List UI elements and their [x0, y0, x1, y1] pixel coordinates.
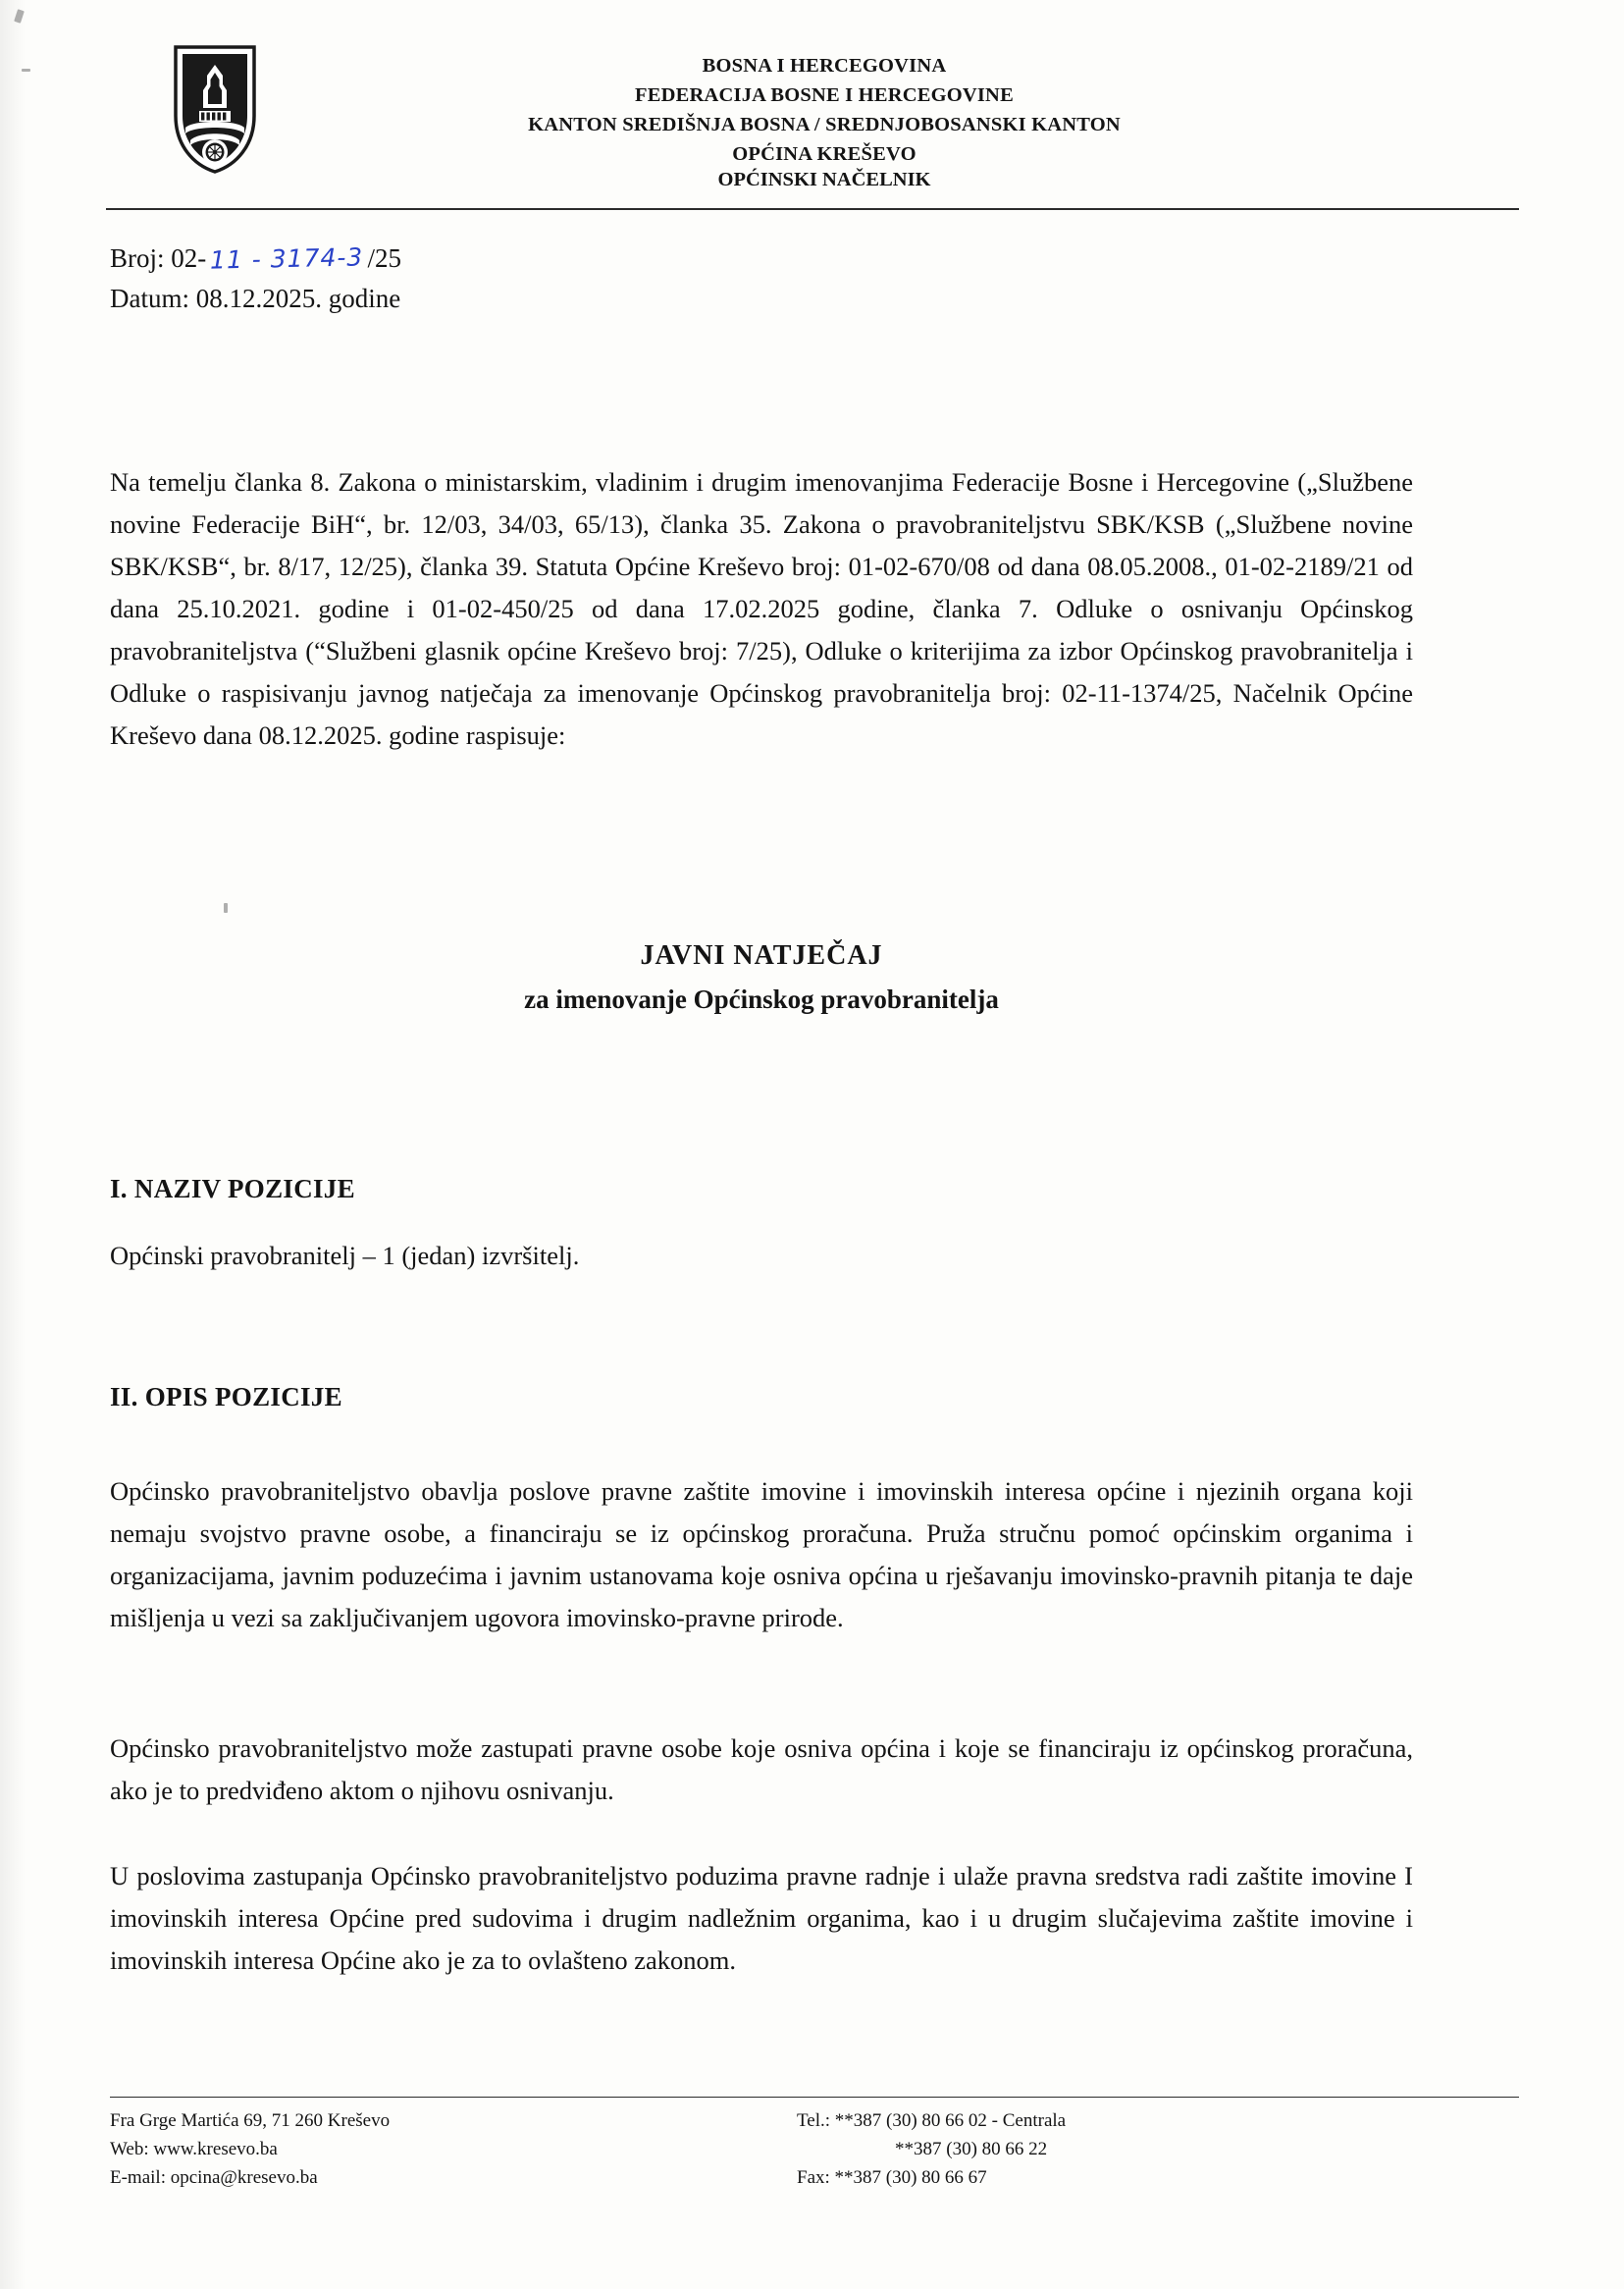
office-title: OPĆINSKI NAČELNIK — [717, 169, 931, 190]
footer-email[interactable]: E-mail: opcina@kresevo.ba — [110, 2167, 318, 2188]
document-title-block — [110, 934, 1413, 1021]
org-line-canton: KANTON SREDIŠNJA BOSNA / SREDNJOBOSANSKI KANTON — [528, 114, 1121, 135]
scan-speck — [224, 903, 228, 913]
footer-telephone: Tel.: **387 (30) 80 66 02 - Centrala — [797, 2110, 1067, 2131]
preamble-block — [110, 461, 1413, 757]
section-body-naziv-pozicije — [110, 1235, 1413, 1277]
org-line-country: BOSNA I HERCEGOVINA — [702, 55, 947, 77]
footer-fax: Fax: **387 (30) 80 66 67 — [797, 2167, 987, 2188]
header-divider — [106, 208, 1519, 210]
section-paragraph: Općinsko pravobraniteljstvo može zastupati pravne osobe koje osniva općina i koje se financiraju iz općinskog proračuna, ako je to predviđeno aktom o njihovu osnivanju. — [110, 1733, 1413, 1805]
scan-speck — [14, 9, 25, 24]
section-body-opis-p3 — [110, 1855, 1413, 1982]
broj-year-suffix: /25 — [367, 243, 402, 273]
section-heading-opis-pozicije: II. OPIS POZICIJE — [110, 1382, 342, 1411]
coat-of-arms-icon — [172, 43, 258, 176]
footer-contact-left — [110, 2106, 390, 2192]
section-paragraph: U poslovima zastupanja Općinsko pravobraniteljstvo poduzima pravne radnje i ulaže pravna sredstva radi zaštite imovine I imovinskih interesa Općine pred sudovima i drugim nadležnim organima, kao i u drugim slučajevima zaštite imovine i imovinskih interesa Općine ako je za to ovlašteno zakonom. — [110, 1861, 1413, 1975]
broj-label: Broj: 02- — [110, 243, 207, 273]
footer-contact-right — [797, 2106, 1346, 2192]
footer-web[interactable]: Web: www.kresevo.ba — [110, 2139, 278, 2159]
reference-date-line: Datum: 08.12.2025. godine — [110, 284, 401, 313]
page-subtitle: za imenovanje Općinskog pravobranitelja — [524, 985, 999, 1014]
footer-address: Fra Grge Martića 69, 71 260 Kreševo — [110, 2110, 391, 2131]
page-title: JAVNI NATJEČAJ — [640, 940, 883, 971]
section-paragraph: Općinsko pravobraniteljstvo obavlja poslove pravne zaštite imovine i imovinskih interesa općine i njezinih organa koji nemaju svojstvo pravne osobe, a financiraju se iz općinskog proračuna. Pruža stručnu pomoć općinskim organima i organizacijama, javnim poduzećima i javnim ustanovama koje osniva općina u rješavanju imovinsko-pravnih pitanja te daje mišljenja u vezi sa zaključivanjem ugovora imovinsko-pravne prirode. — [110, 1476, 1413, 1632]
org-line-federation: FEDERACIJA BOSNE I HERCEGOVINE — [635, 84, 1014, 106]
section-heading-naziv-pozicije: I. NAZIV POZICIJE — [110, 1174, 355, 1203]
broj-handwritten-value: 11 - 3174-3 — [209, 242, 364, 275]
section-body-opis-p1 — [110, 1470, 1413, 1639]
scan-edge-shadow — [0, 0, 26, 2289]
preamble-paragraph: Na temelju članka 8. Zakona o ministarskim, vladinim i drugim imenovanjima Federacije Bosne i Hercegovine („Službene novine Federacije BiH“, br. 12/03, 34/03, 65/13), članka 35. Zakona o pravobraniteljstvu SBK/KSB („Službene novine SBK/KSB“, br. 8/17, 12/25), članka 39. Statuta Općine Kreševo broj: 01-02-670/08 od dana 08.05.2008., 01-02-2189/21 od dana 25.10.2021. godine i 01-02-450/25 od dana 17.02.2025 godine, članka 7. Odluke o osnivanju Općinskog pravobraniteljstva (“Službeni glasnik općine Kreševo broj: 7/25), Odluke o kriterijima za izbor Općinskog pravobranitelja i Odluke o raspisivanju javnog natječaja za imenovanje Općinskog pravobranitelja broj: 02-11-1374/25, Načelnik Općine Kreševo dana 08.12.2025. godine raspisuje: — [110, 467, 1413, 750]
org-line-municipality: OPĆINA KREŠEVO — [732, 143, 917, 165]
section-body-opis-p2 — [110, 1728, 1413, 1812]
reference-block — [110, 239, 401, 318]
section-paragraph: Općinski pravobranitelj – 1 (jedan) izvršitelj. — [110, 1241, 580, 1270]
footer-divider — [110, 2097, 1519, 2098]
reference-number-line — [110, 239, 401, 279]
organisation-heading — [383, 51, 1266, 169]
footer-telephone-secondary: **387 (30) 80 66 22 — [895, 2139, 1048, 2159]
